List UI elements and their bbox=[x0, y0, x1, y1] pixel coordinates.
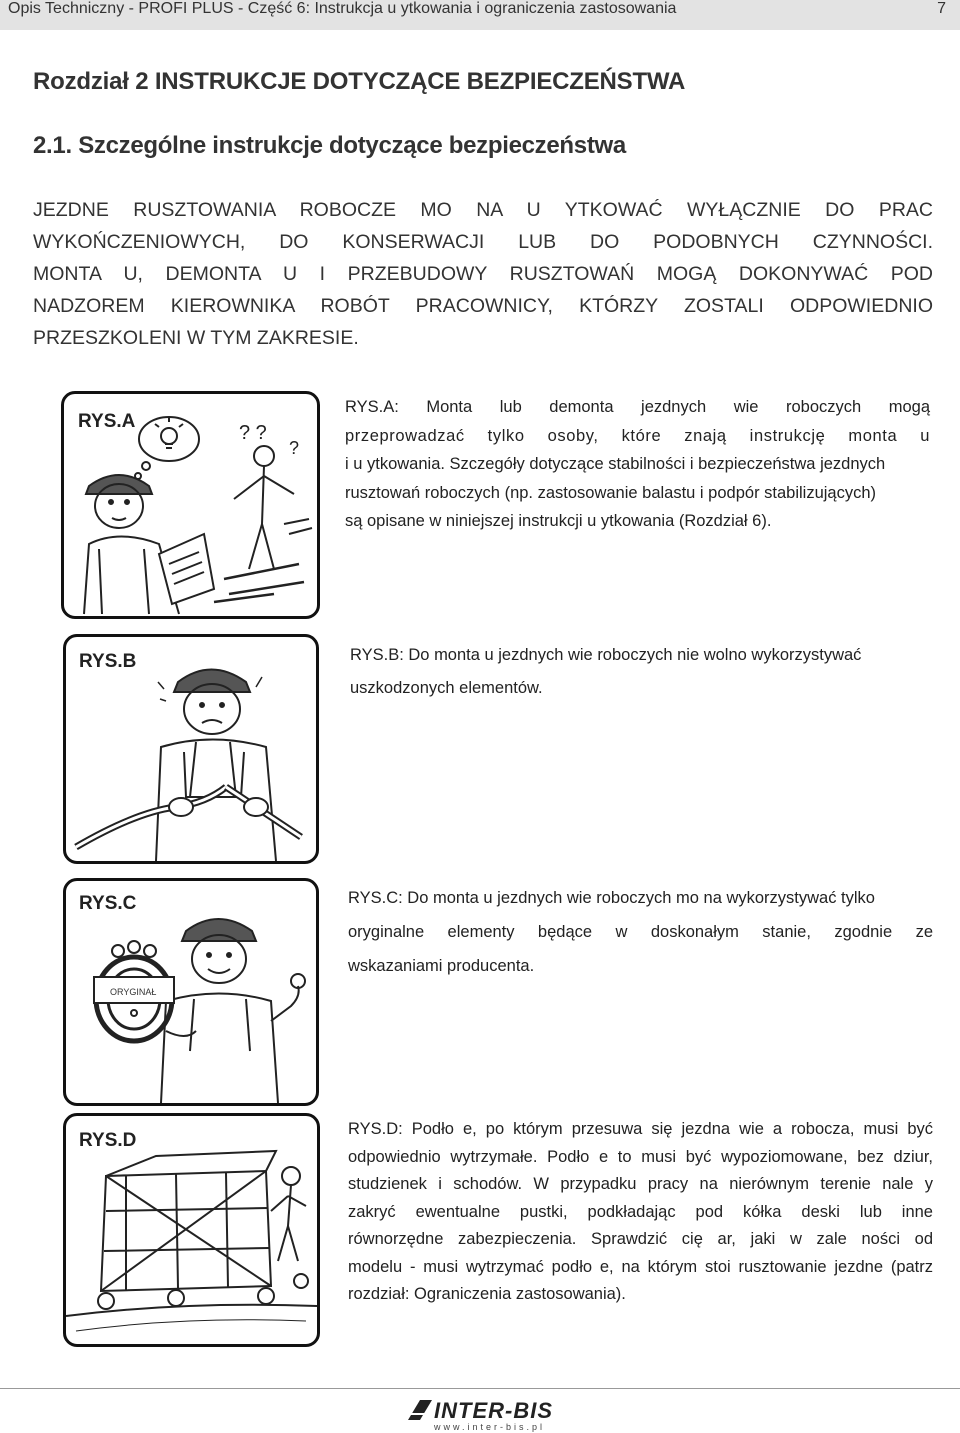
desc-line: wskazaniami producenta. bbox=[348, 957, 535, 975]
desc-line: zakryć ewentualne pustki, podkładając pod kółka deski lub inne bbox=[348, 1202, 933, 1221]
svg-text:?: ? bbox=[289, 438, 300, 458]
desc-line: przeprowadzać tylko osoby, które znają instrukcję monta u bbox=[345, 426, 930, 445]
figure-b-label: RYS.B bbox=[79, 651, 137, 672]
original-badge: ORYGINAŁ bbox=[110, 987, 157, 997]
desc-line: RYS.A: Monta lub demonta jezdnych wie roboczych mogą bbox=[345, 398, 930, 416]
warning-line: NADZOREM KIEROWNIKA ROBÓT PRACOWNICY, KTÓRZY ZOSTALI ODPOWIEDNIO bbox=[33, 295, 933, 317]
desc-line: rozdział: Ograniczenia zastosowania). bbox=[348, 1285, 626, 1303]
svg-text:? ?: ? ? bbox=[239, 422, 267, 444]
figure-b-description bbox=[350, 639, 935, 705]
website-url: www.inter-bis.pl bbox=[434, 1422, 546, 1432]
desc-line: RYS.B: Do monta u jezdnych wie roboczych nie wolno wykorzystywać bbox=[350, 646, 862, 664]
page-number: 7 bbox=[937, 0, 946, 17]
desc-line: rusztowań roboczych (np. zastosowanie balastu i podpór stabilizujących) bbox=[345, 483, 877, 502]
desc-line: są opisane w niniejszej instrukcji u ytkowania (Rozdział 6). bbox=[345, 512, 772, 530]
warning-line: MONTA U, DEMONTA U I PRZEBUDOWY RUSZTOWAŃ MOGĄ DOKONYWAĆ POD bbox=[33, 263, 933, 285]
footer-divider bbox=[0, 1388, 960, 1389]
figure-a-description bbox=[345, 393, 930, 536]
desc-line: równorzędne zabezpieczenia. Sprawdzić cię ar, jaki w zale ności od bbox=[348, 1230, 933, 1248]
desc-line: uszkodzonych elementów. bbox=[350, 679, 543, 697]
desc-line: RYS.D: Podło e, po którym przesuwa się jezdna wie a robocza, musi być bbox=[348, 1120, 933, 1138]
desc-line: modelu - musi wytrzymać podło e, na którym stoi rusztowanie jezdne (patrz bbox=[348, 1257, 933, 1276]
desc-line: RYS.C: Do monta u jezdnych wie roboczych mo na wykorzystywać tylko bbox=[348, 889, 875, 907]
desc-line: i u ytkowania. Szczegóły dotyczące stabilności i bezpieczeństwa jezdnych bbox=[345, 455, 886, 473]
figure-d-description bbox=[348, 1116, 933, 1309]
desc-line: oryginalne elementy będące w doskonałym stanie, zgodnie ze bbox=[348, 923, 933, 941]
figure-c-label: RYS.C bbox=[79, 893, 137, 914]
desc-line: odpowiednio wytrzymałe. Podło e to musi być wypoziomowane, bez dziur, bbox=[348, 1147, 933, 1166]
desc-line: studzienek i schodów. W przypadku pracy na nierównym terenie nale y bbox=[348, 1175, 933, 1193]
chapter-title: Rozdział 2 INSTRUKCJE DOTYCZĄCE BEZPIECZEŃSTWA bbox=[33, 68, 686, 95]
figure-a-label: RYS.A bbox=[78, 411, 136, 432]
warning-line: JEZDNE RUSZTOWANIA ROBOCZE MO NA U YTKOWAĆ WYŁĄCZNIE DO PRAC bbox=[33, 199, 933, 221]
logo-text: INTER-BIS bbox=[434, 1398, 553, 1423]
logo-mark-icon bbox=[404, 1400, 432, 1420]
document-title: Opis Techniczny - PROFI PLUS - Część 6: Instrukcja u ytkowania i ograniczenia zastosowania bbox=[8, 0, 677, 17]
safety-warning-paragraph bbox=[33, 194, 933, 354]
warning-line: WYKOŃCZENIOWYCH, DO KONSERWACJI LUB DO PODOBNYCH CZYNNOŚCI. bbox=[33, 231, 933, 253]
warning-line: PRZESZKOLENI W TYM ZAKRESIE. bbox=[33, 327, 359, 349]
figure-d-label: RYS.D bbox=[79, 1130, 137, 1151]
page-header bbox=[0, 0, 960, 30]
figure-c-description bbox=[348, 881, 933, 983]
section-title: 2.1. Szczególne instrukcje dotyczące bezpieczeństwa bbox=[33, 132, 626, 159]
